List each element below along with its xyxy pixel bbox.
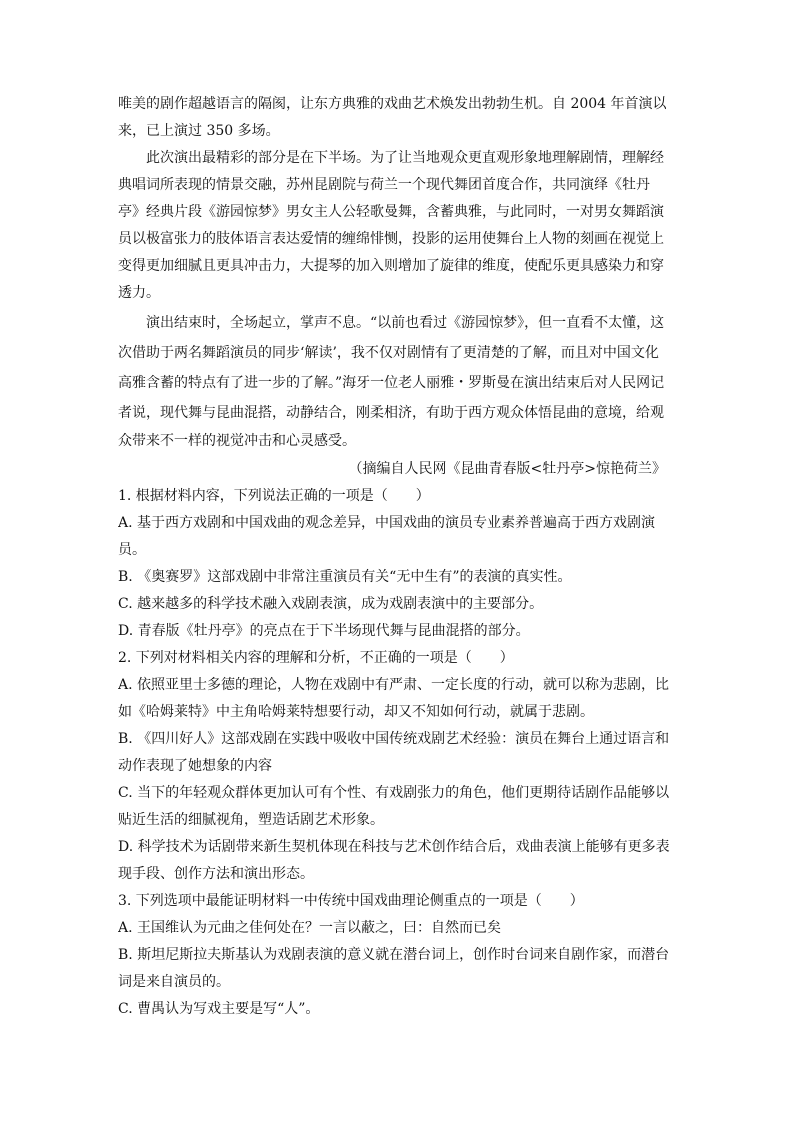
question-1-option-d: D. 青春版《牡丹亭》的亮点在于下半场现代舞与昆曲混搭的部分。: [118, 623, 530, 639]
question-2-option-a-line2: 如《哈姆莱特》中主角哈姆莱特想要行动，却又不知如何行动，就属于悲剧。: [118, 704, 594, 720]
article-para3-line3: 高雅含蓄的特点有了进一步的了解。”海牙一位老人丽雅・罗斯曼在演出结束后对人民网记: [118, 375, 665, 391]
question-3-option-b-line1: B. 斯坦尼斯拉夫斯基认为戏剧表演的意义就在潜台词上，创作时台词来自剧作家，而潜台: [118, 947, 670, 963]
article-para3-line4: 者说，现代舞与昆曲混搭，动静结合，刚柔相济，有助于西方观众体悟昆曲的意境，给观: [118, 405, 664, 421]
article-para1-line1: 唯美的剧作超越语言的隔阂，让东方典雅的戏曲艺术焕发出勃勃生机。自 2004 年首演以: [118, 96, 667, 112]
question-2-option-d-line2: 现手段、创作方法和演出形态。: [118, 866, 314, 882]
question-1-option-a-line2: 员。: [118, 542, 146, 558]
question-2-stem: 2. 下列对材料相关内容的理解和分析，不正确的一项是（ ）: [118, 650, 514, 666]
question-3-stem: 3. 下列选项中最能证明材料一中传统中国戏曲理论侧重点的一项是（ ）: [118, 893, 584, 909]
question-1-option-b: B. 《奥赛罗》这部戏剧中非常注重演员有关“无中生有”的表演的真实性。: [118, 569, 572, 585]
article-para3-line1: 演出结束时，全场起立，掌声不息。“以前也看过《游园惊梦》，但一直看不太懂，这: [118, 315, 665, 331]
question-2-option-c-line1: C. 当下的年轻观众群体更加认可有个性、有戏剧张力的角色，他们更期待话剧作品能够以: [118, 785, 670, 801]
question-2-option-d-line1: D. 科学技术为话剧带来新生契机体现在科技与艺术创作结合后，戏曲表演上能够有更多表: [118, 839, 670, 855]
article-para2-line1: 此次演出最精彩的部分是在下半场。为了让当地观众更直观形象地理解剧情，理解经: [118, 150, 664, 166]
question-1-option-a-line1: A. 基于西方戏剧和中国戏曲的观念差异，中国戏曲的演员专业素养普遍高于西方戏剧演: [118, 515, 656, 531]
article-para3-line5: 众带来不一样的视觉冲击和心灵感受。: [118, 433, 356, 449]
question-2-option-a-line1: A. 依照亚里士多德的理论，人物在戏剧中有严肃、一定长度的行动，就可以称为悲剧，比: [118, 677, 670, 693]
question-2-option-c-line2: 贴近生活的细腻视角，塑造话剧艺术形象。: [118, 812, 384, 828]
question-2-option-b-line1: B. 《四川好人》这部戏剧在实践中吸收中国传统戏剧艺术经验：演员在舞台上通过语言和: [118, 731, 670, 747]
question-3-option-b-line2: 词是来自演员的。: [118, 974, 230, 990]
article-para2-line6: 透力。: [118, 285, 160, 301]
article-source: （摘编自人民网《昆曲青春版<牡丹亭>惊艳荷兰》: [348, 461, 666, 477]
question-3-option-a: A. 王国维认为元曲之佳何处在？一言以蔽之，曰：自然而已矣: [118, 920, 502, 936]
question-1-option-c: C. 越来越多的科学技术融入戏剧表演，成为戏剧表演中的主要部分。: [118, 596, 544, 612]
article-para1-line2: 来，已上演过 350 多场。: [118, 123, 280, 139]
article-para2-line5: 变得更加细腻且更具冲击力，大提琴的加入则增加了旋律的维度，使配乐更具感染力和穿: [118, 258, 664, 274]
article-para3-line2: 次借助于两名舞蹈演员的同步‘解读’，我不仅对剧情有了更清楚的了解，而且对中国文化: [118, 345, 659, 361]
question-3-option-c: C. 曹禺认为写戏主要是写“人”。: [118, 1001, 320, 1017]
question-1-stem: 1. 根据材料内容，下列说法正确的一项是（ ）: [118, 488, 430, 504]
question-2-option-b-line2: 动作表现了她想象的内容: [118, 758, 272, 774]
article-para2-line2: 典唱词所表现的情景交融，苏州昆剧院与荷兰一个现代舞团首度合作，共同演绎《牡丹: [118, 177, 650, 193]
article-para2-line4: 员以极富张力的肢体语言表达爱情的缠绵悱恻，投影的运用使舞台上人物的刻画在视觉上: [118, 231, 664, 247]
article-para2-line3: 亭》经典片段《游园惊梦》男女主人公轻歌曼舞，含蓄典雅，与此同时，一对男女舞蹈演: [118, 204, 664, 220]
